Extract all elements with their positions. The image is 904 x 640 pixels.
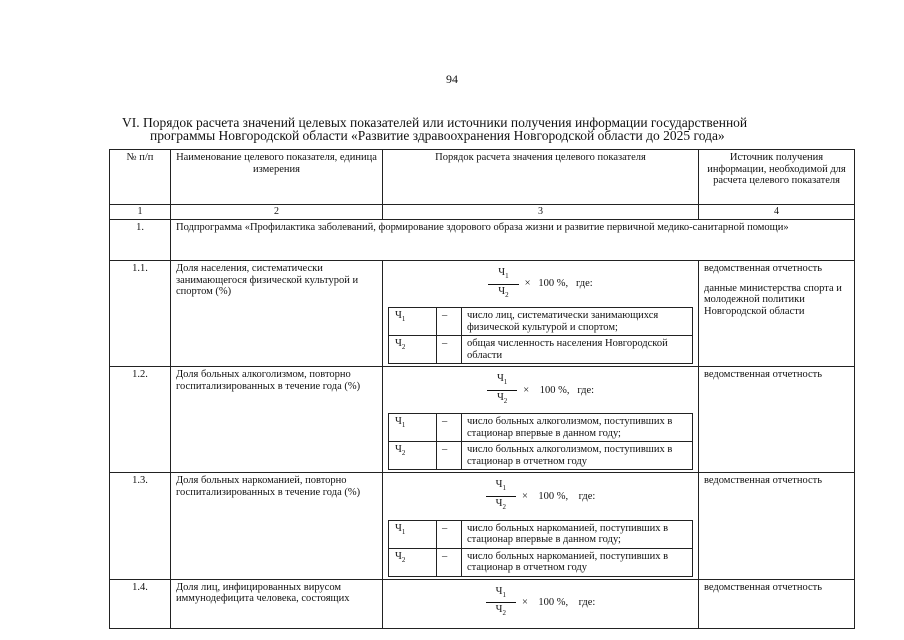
indicator-name: Доля населения, систематически занимающегося физической культурой и спортом (%) bbox=[171, 261, 383, 367]
symbol-subscript: 1 bbox=[401, 421, 406, 430]
numerator-subscript: 1 bbox=[503, 378, 508, 387]
fraction bbox=[487, 373, 517, 407]
definition-row bbox=[389, 548, 693, 576]
definition-dash: – bbox=[437, 520, 462, 548]
symbol-subscript: 2 bbox=[401, 449, 406, 458]
denominator-subscript: 2 bbox=[505, 290, 509, 299]
row-number: 1.3. bbox=[110, 473, 171, 579]
column-numbers-row bbox=[110, 205, 855, 220]
formula-multiplier: × 100 %, где: bbox=[521, 490, 596, 502]
definition-row bbox=[389, 414, 693, 442]
source-text: ведомственная отчетность bbox=[704, 475, 823, 487]
symbol-letter: Ч bbox=[395, 310, 402, 322]
table-row bbox=[110, 579, 855, 628]
definition-symbol bbox=[389, 336, 437, 364]
source-text: ведомственная отчетность bbox=[704, 369, 823, 381]
symbol-letter: Ч bbox=[395, 338, 402, 350]
numerator-symbol: Ч bbox=[496, 373, 504, 385]
numerator-subscript: 1 bbox=[502, 484, 506, 493]
symbol-letter: Ч bbox=[395, 416, 402, 428]
header-indicator-name: Наименование целевого показателя, единица измерения bbox=[171, 150, 383, 205]
indicator-name: Доля больных алкоголизмом, повторно госпитализированных в течение года (%) bbox=[171, 367, 383, 473]
fraction bbox=[486, 479, 516, 513]
source-cell bbox=[699, 579, 855, 628]
header-number: № п/п bbox=[110, 150, 171, 205]
denominator-subscript: 2 bbox=[503, 396, 508, 405]
definition-row bbox=[389, 336, 693, 364]
section-heading bbox=[122, 116, 802, 142]
indicator-name: Доля лиц, инфицированных вирусом иммунодефицита человека, состоящих bbox=[171, 579, 383, 628]
definition-dash: – bbox=[437, 414, 462, 442]
symbol-subscript: 1 bbox=[401, 527, 406, 536]
denominator-symbol: Ч bbox=[496, 391, 504, 403]
numerator bbox=[487, 373, 517, 391]
definition-row bbox=[389, 308, 693, 336]
definition-text: общая численность населения Новгородской области bbox=[462, 336, 693, 364]
definition-text: число больных алкоголизмом, поступивших в стационар в отчетном году bbox=[462, 442, 693, 470]
section-title: Подпрограмма «Профилактика заболеваний, формирование здорового образа жизни и развитие первичной медико-санитарной помощи» bbox=[171, 220, 855, 261]
table-header-row bbox=[110, 150, 855, 205]
denominator-symbol: Ч bbox=[495, 604, 503, 616]
formula bbox=[388, 267, 693, 301]
numerator bbox=[486, 586, 516, 604]
formula bbox=[388, 479, 693, 513]
formula-multiplier: × 100 %, где: bbox=[523, 384, 595, 396]
definition-dash: – bbox=[437, 442, 462, 470]
table-row bbox=[110, 261, 855, 367]
row-number: 1.1. bbox=[110, 261, 171, 367]
heading-line-1: VI. Порядок расчета значений целевых показателей или источники получения информации государственной bbox=[122, 115, 748, 130]
definition-dash: – bbox=[437, 336, 462, 364]
column-number: 3 bbox=[383, 205, 699, 220]
table-row bbox=[110, 473, 855, 579]
definition-text: число лиц, систематически занимающихся физической культурой и спортом; bbox=[462, 308, 693, 336]
formula-multiplier: × 100 %, где: bbox=[524, 278, 593, 290]
row-number: 1.2. bbox=[110, 367, 171, 473]
formula bbox=[388, 373, 693, 407]
symbol-letter: Ч bbox=[395, 550, 402, 562]
definition-symbol bbox=[389, 442, 437, 470]
source-cell bbox=[699, 261, 855, 367]
definition-row bbox=[389, 442, 693, 470]
column-number: 2 bbox=[171, 205, 383, 220]
fraction bbox=[486, 586, 516, 620]
definition-text: число больных алкоголизмом, поступивших в стационар впервые в данном году; bbox=[462, 414, 693, 442]
source-text: данные министерства спорта и молодежной политики Новгородской области bbox=[704, 282, 842, 317]
indicators-table bbox=[109, 149, 855, 629]
fraction bbox=[488, 267, 518, 301]
section-row bbox=[110, 220, 855, 261]
denominator bbox=[488, 285, 518, 302]
definitions bbox=[388, 307, 693, 364]
calculation-cell bbox=[383, 261, 699, 367]
table-row bbox=[110, 367, 855, 473]
definition-symbol bbox=[389, 308, 437, 336]
numerator-subscript: 1 bbox=[505, 272, 509, 281]
definition-symbol bbox=[389, 548, 437, 576]
column-number: 1 bbox=[110, 205, 171, 220]
calculation-cell bbox=[383, 579, 699, 628]
numerator bbox=[486, 479, 516, 497]
denominator-symbol: Ч bbox=[498, 285, 506, 297]
definition-symbol bbox=[389, 520, 437, 548]
row-number: 1.4. bbox=[110, 579, 171, 628]
definitions bbox=[388, 520, 693, 577]
denominator-subscript: 2 bbox=[502, 503, 506, 512]
calculation-cell bbox=[383, 473, 699, 579]
indicator-name: Доля больных наркоманией, повторно госпитализированных в течение года (%) bbox=[171, 473, 383, 579]
header-calculation: Порядок расчета значения целевого показателя bbox=[383, 150, 699, 205]
page-number: 94 bbox=[446, 72, 458, 86]
denominator bbox=[487, 391, 517, 408]
symbol-subscript: 2 bbox=[401, 555, 406, 564]
definition-dash: – bbox=[437, 308, 462, 336]
denominator-subscript: 2 bbox=[502, 609, 506, 618]
definition-text: число больных наркоманией, поступивших в стационар в отчетном году bbox=[462, 548, 693, 576]
formula-multiplier: × 100 %, где: bbox=[521, 596, 596, 608]
definition-symbol bbox=[389, 414, 437, 442]
formula bbox=[388, 586, 693, 620]
source-cell bbox=[699, 473, 855, 579]
symbol-letter: Ч bbox=[395, 522, 402, 534]
calculation-cell bbox=[383, 367, 699, 473]
source-cell bbox=[699, 367, 855, 473]
definition-text: число больных наркоманией, поступивших в стационар впервые в данном году; bbox=[462, 520, 693, 548]
numerator-symbol: Ч bbox=[495, 585, 503, 597]
numerator bbox=[488, 267, 518, 285]
denominator-symbol: Ч bbox=[495, 497, 503, 509]
definition-dash: – bbox=[437, 548, 462, 576]
column-number: 4 bbox=[699, 205, 855, 220]
heading-line-2: программы Новгородской области «Развитие здравоохранения Новгородской области до 2025 года» bbox=[150, 128, 725, 143]
denominator bbox=[486, 603, 516, 620]
denominator bbox=[486, 497, 516, 514]
definition-row bbox=[389, 520, 693, 548]
numerator-subscript: 1 bbox=[502, 590, 506, 599]
source-text: ведомственная отчетность bbox=[704, 581, 823, 593]
header-source: Источник получения информации, необходимой для расчета целевого показателя bbox=[699, 150, 855, 205]
numerator-symbol: Ч bbox=[498, 267, 506, 278]
symbol-subscript: 1 bbox=[401, 315, 406, 324]
symbol-subscript: 2 bbox=[401, 343, 406, 352]
source-text: ведомственная отчетность bbox=[704, 263, 823, 274]
definitions bbox=[388, 413, 693, 470]
symbol-letter: Ч bbox=[395, 444, 402, 456]
numerator-symbol: Ч bbox=[495, 479, 503, 491]
section-number: 1. bbox=[110, 220, 171, 261]
